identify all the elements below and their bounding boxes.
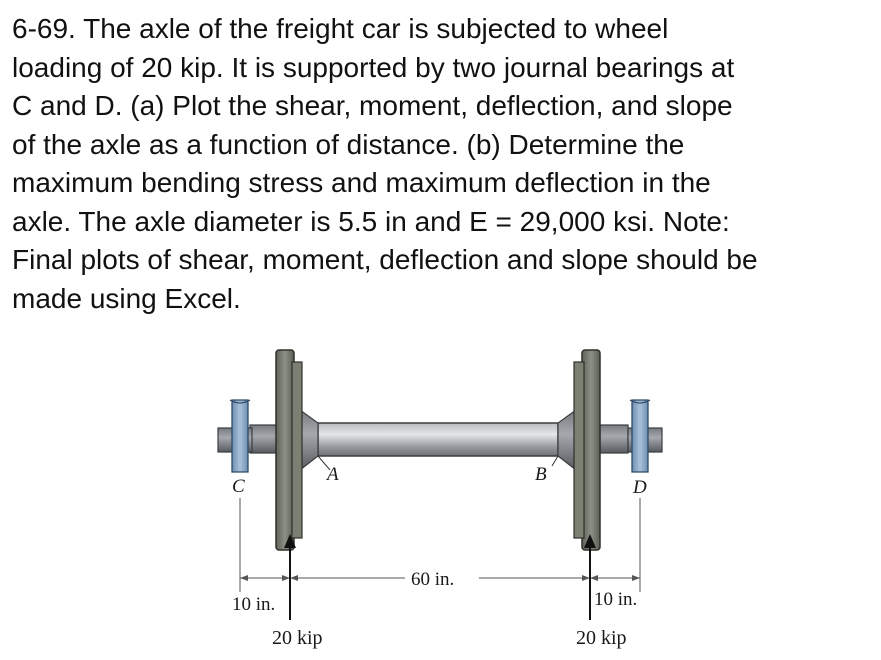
label-b: B [535, 464, 547, 485]
dimension-left: 10 in. [232, 594, 276, 615]
bearing-c [230, 400, 250, 472]
right-wheel [574, 350, 600, 550]
label-d: D [633, 477, 647, 498]
load-right: 20 kip [576, 627, 627, 649]
label-c: C [232, 476, 245, 497]
axle-shaft [318, 423, 558, 456]
problem-line-4: of the axle as a function of distance. (b) Determine the [12, 128, 685, 160]
right-hub-taper [558, 410, 576, 470]
problem-statement [12, 10, 872, 318]
problem-line-2: loading of 20 kip. It is supported by two journal bearings at [12, 51, 735, 83]
problem-line-3: C and D. (a) Plot the shear, moment, deflection, and slope [12, 90, 733, 121]
axle-figure [0, 330, 881, 660]
bearing-d [630, 400, 650, 472]
right-journal [600, 425, 662, 453]
load-left: 20 kip [272, 627, 323, 649]
dimension-middle: 60 in. [411, 569, 455, 590]
problem-line-5: maximum bending stress and maximum deflection in the [12, 167, 711, 198]
problem-line-1: 6-69. The axle of the freight car is subjected to wheel [12, 13, 669, 44]
problem-line-6: axle. The axle diameter is 5.5 in and E = 29,000 ksi. Note: [12, 205, 730, 237]
left-wheel [276, 350, 302, 550]
label-b-leader [552, 456, 558, 466]
problem-line-7: Final plots of shear, moment, deflection and slope should be [12, 244, 758, 275]
left-hub-taper [300, 410, 318, 470]
label-a: A [327, 464, 339, 485]
dimension-right: 10 in. [594, 589, 638, 610]
problem-line-8: made using Excel. [12, 282, 241, 314]
